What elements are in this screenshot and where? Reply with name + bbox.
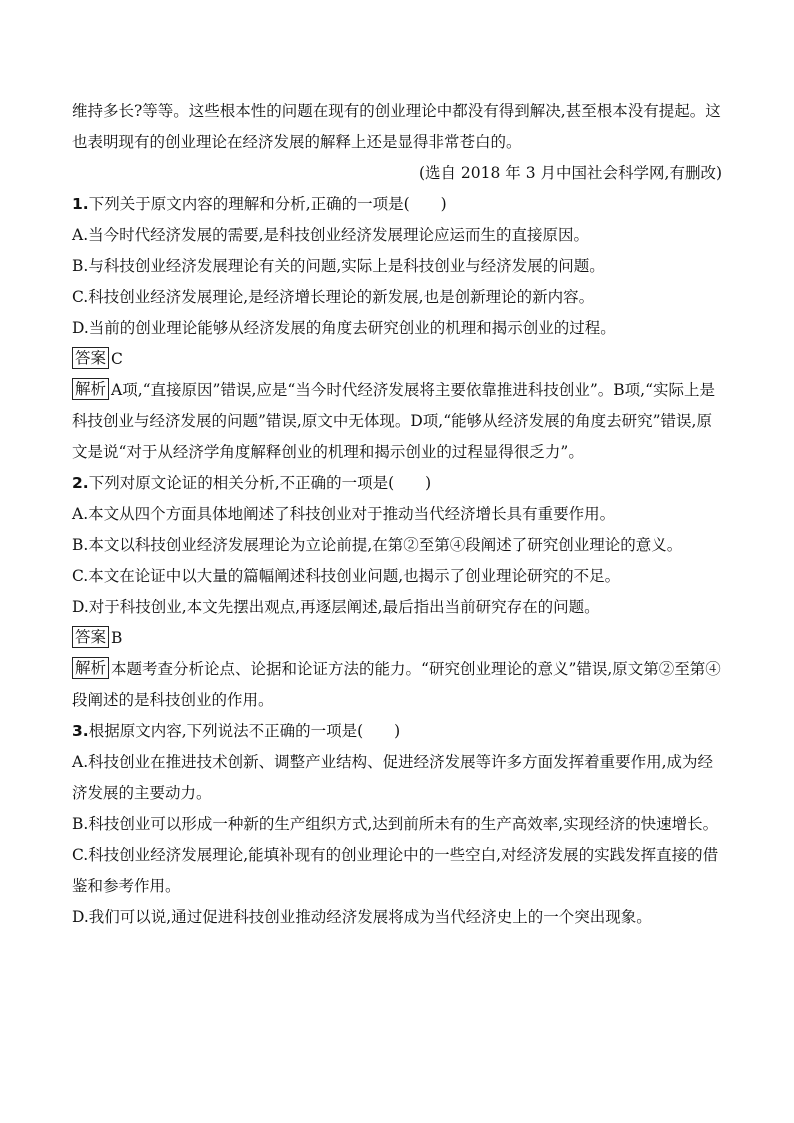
option-d: D.我们可以说,通过促进科技创业推动经济发展将成为当代经济史上的一个突出现象。 <box>72 908 652 926</box>
question-1 <box>72 189 722 468</box>
answer-line <box>72 344 722 375</box>
analysis-line <box>72 654 722 716</box>
analysis-text: A项,“直接原因”错误,应是“当今时代经济发展将主要依靠推进科技创业”。B项,“实际上是科技创业与经济发展的问题”错误,原文中无体现。D项,“能够从经济发展的角度去研究”错误,原文是说“对于从经济学角度解释创业的机理和揭示创业的过程显得很乏力”。 <box>72 381 716 461</box>
question-3 <box>72 716 722 933</box>
question-2 <box>72 468 722 716</box>
answer-tag: 答案 <box>72 347 109 369</box>
option-c: C.本文在论证中以大量的篇幅阐述科技创业问题,也揭示了创业理论研究的不足。 <box>72 567 621 585</box>
option-a: A.当今时代经济发展的需要,是科技创业经济发展理论应运而生的直接原因。 <box>72 226 590 244</box>
question-number: 2. <box>72 474 89 492</box>
question-number: 3. <box>72 722 89 740</box>
analysis-text: 本题考查分析论点、论据和论证方法的能力。“研究创业理论的意义”错误,原文第②至第④段阐述的是科技创业的作用。 <box>72 660 721 709</box>
question-stem: 1.下列关于原文内容的理解和分析,正确的一项是( ) <box>72 195 447 213</box>
option-a: A.本文从四个方面具体地阐述了科技创业对于推动当代经济增长具有重要作用。 <box>72 505 616 523</box>
option-c: C.科技创业经济发展理论,能填补现有的创业理论中的一些空白,对经济发展的实践发挥直接的借鉴和参考作用。 <box>72 846 719 895</box>
passage-source: (选自 2018 年 3 月中国社会科学网,有删改) <box>418 164 722 182</box>
option-b: B.科技创业可以形成一种新的生产组织方式,达到前所未有的生产高效率,实现经济的快速增长。 <box>72 815 719 833</box>
option-b: B.与科技创业经济发展理论有关的问题,实际上是科技创业与经济发展的问题。 <box>72 257 605 275</box>
answer-value: C <box>111 350 123 368</box>
question-stem: 3.根据原文内容,下列说法不正确的一项是( ) <box>72 722 401 740</box>
analysis-line <box>72 375 722 468</box>
question-stem: 2.下列对原文论证的相关分析,不正确的一项是( ) <box>72 474 432 492</box>
analysis-tag: 解析 <box>72 378 109 400</box>
question-number: 1. <box>72 195 89 213</box>
option-d: D.当前的创业理论能够从经济发展的角度去研究创业的机理和揭示创业的过程。 <box>72 319 616 337</box>
answer-tag: 答案 <box>72 626 109 648</box>
option-d: D.对于科技创业,本文先摆出观点,再逐层阐述,最后指出当前研究存在的问题。 <box>72 598 600 616</box>
option-c: C.科技创业经济发展理论,是经济增长理论的新发展,也是创新理论的新内容。 <box>72 288 595 306</box>
answer-value: B <box>111 629 123 647</box>
passage-text: 维持多长?等等。这些根本性的问题在现有的创业理论中都没有得到解决,甚至根本没有提起。这也表明现有的创业理论在经济发展的解释上还是显得非常苍白的。 <box>72 102 721 151</box>
analysis-tag: 解析 <box>72 657 109 679</box>
answer-line <box>72 623 722 654</box>
document-page <box>72 96 722 933</box>
option-a: A.科技创业在推进技术创新、调整产业结构、促进经济发展等许多方面发挥着重要作用,成为经济发展的主要动力。 <box>72 753 714 802</box>
option-b: B.本文以科技创业经济发展理论为立论前提,在第②至第④段阐述了研究创业理论的意义。 <box>72 536 683 554</box>
